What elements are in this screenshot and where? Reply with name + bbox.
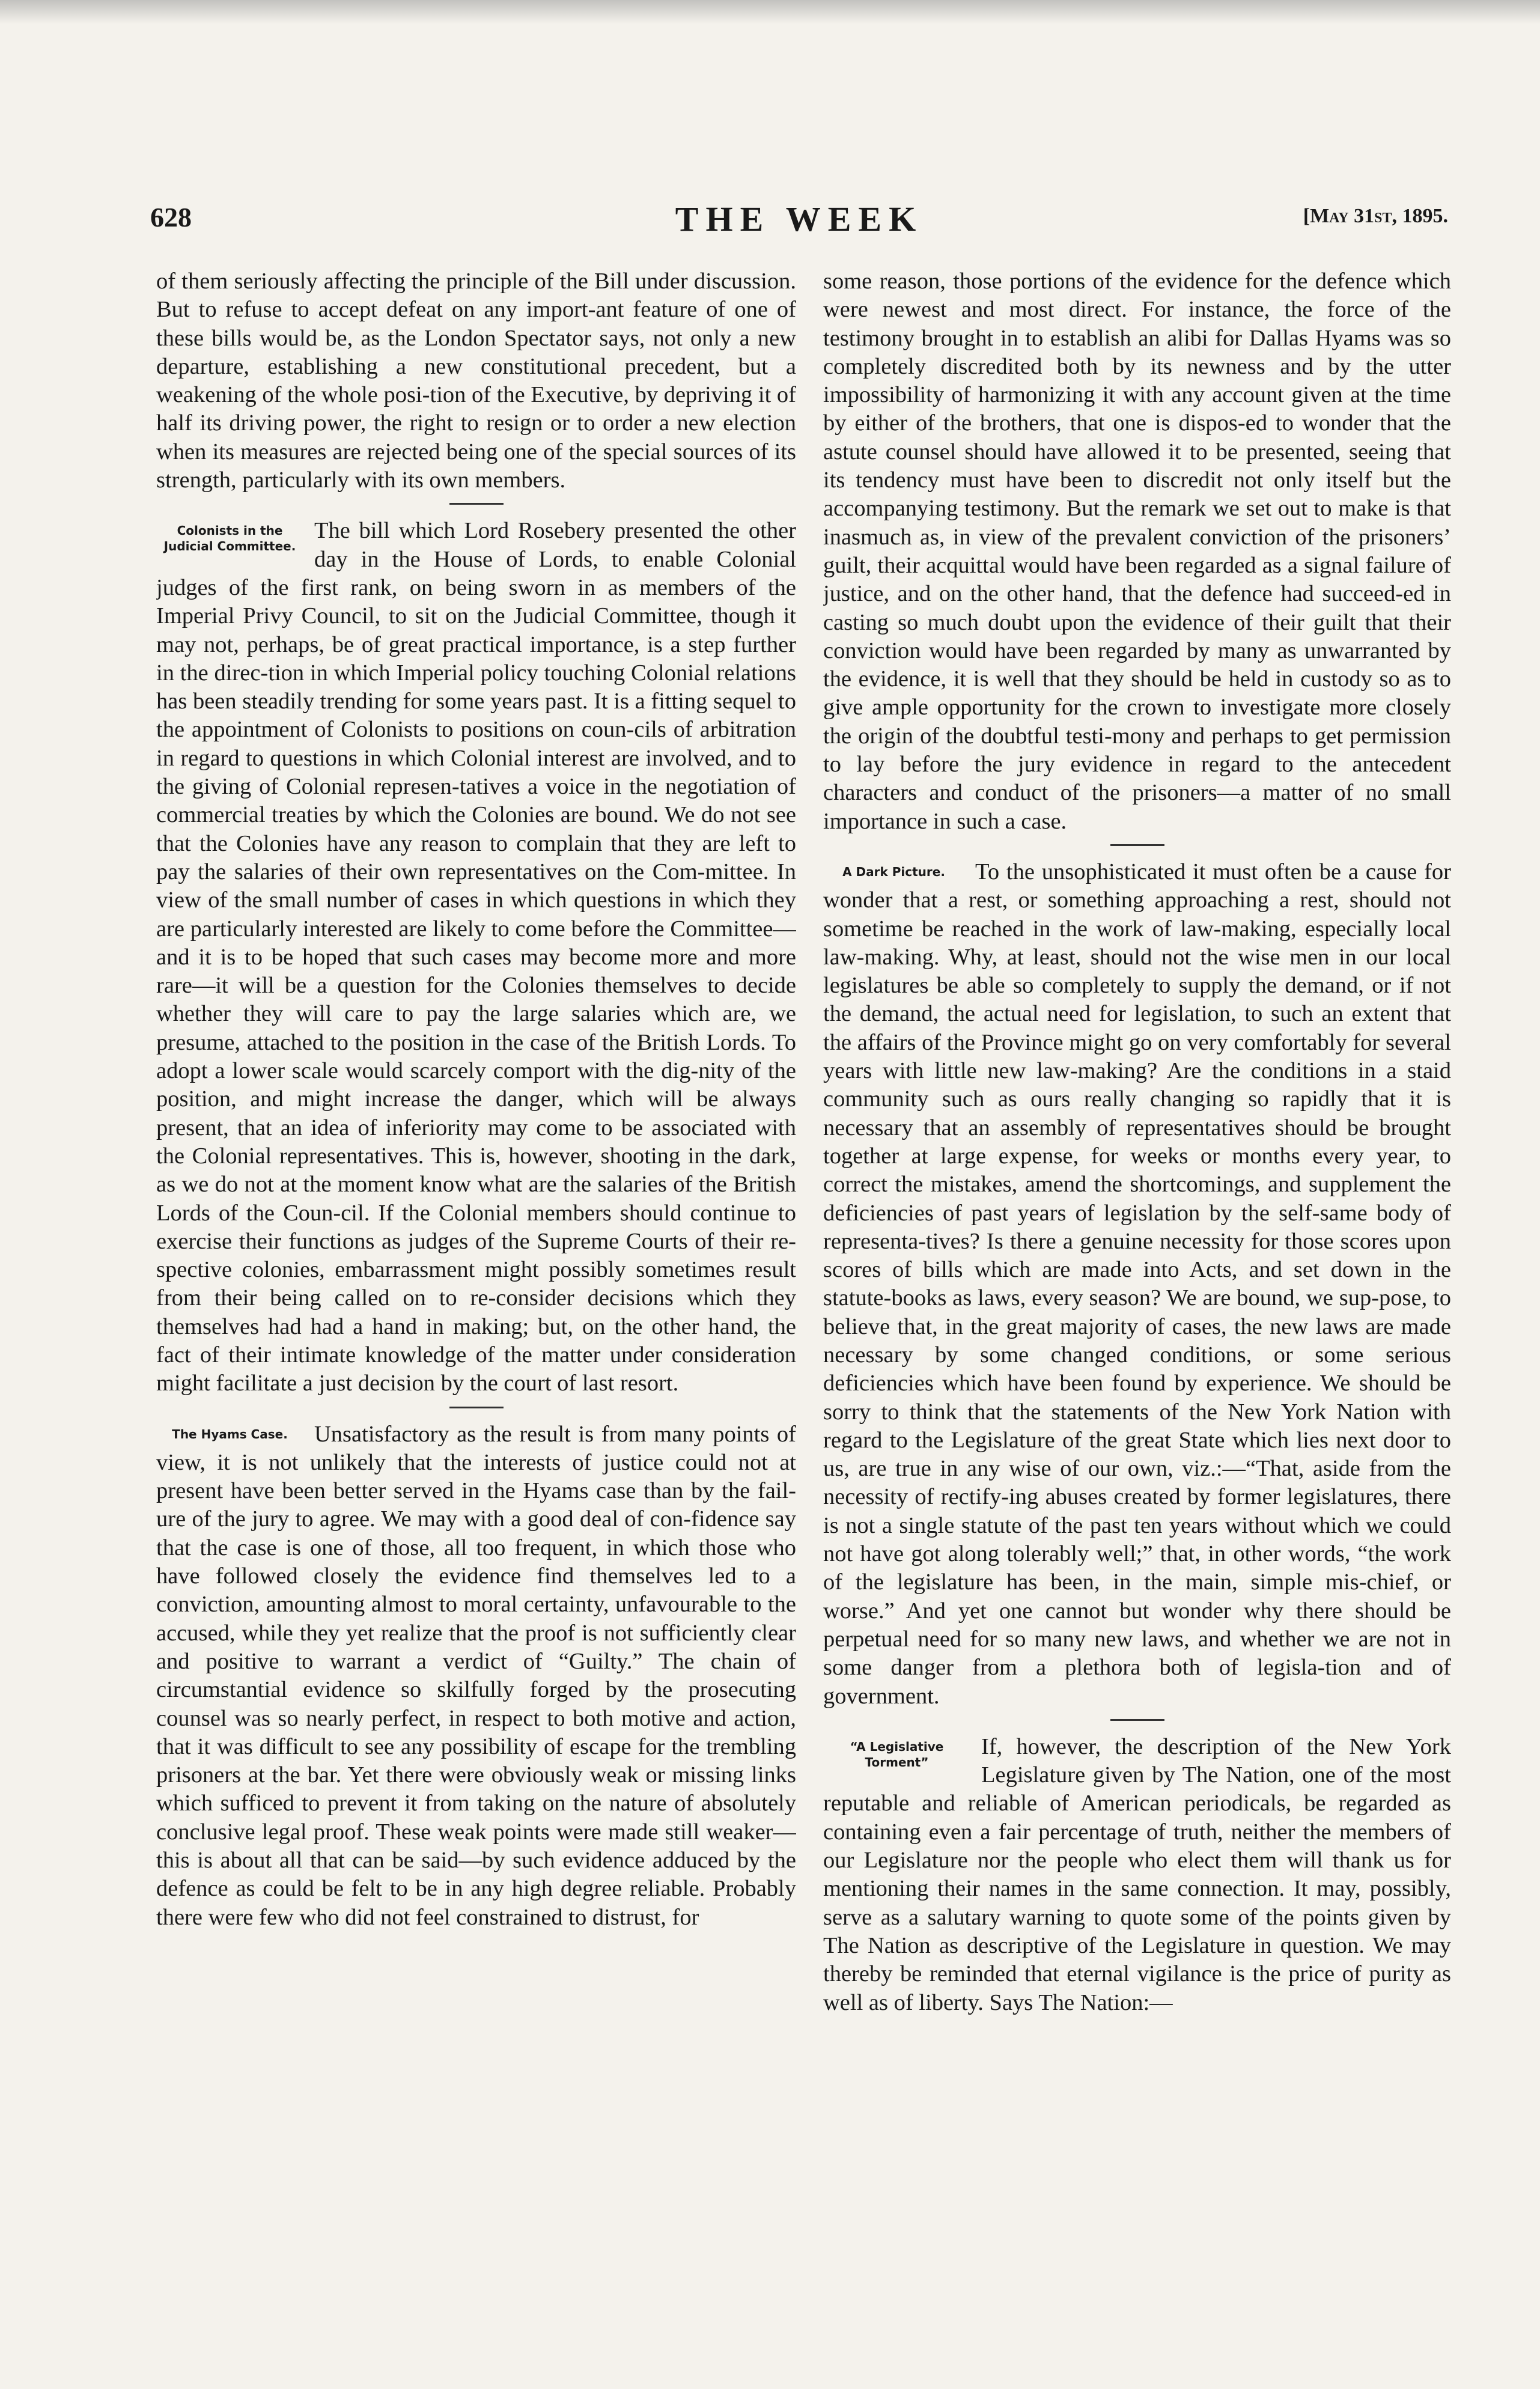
right-column [823,267,1451,2292]
page-number: 628 [150,202,192,233]
section-divider [1110,1719,1164,1721]
paragraph-dark-picture: To the unsophisticated it must often be a cause for wonder that a rest, or something approaching a rest, should not sometime be reached in the work of law-making, especially local law-making. Why, at least, should not the wise men in our local legislatures be able so completely to supply the demand, or if not the demand, the actual need for legislation, to such an extent that the affairs of the Province might go on very comfortably for several years with little new law-making? Are the conditions in a staid community such as ours really changing so rapidly that it is necessary that an assembly of representatives should be brought together at large expense, for weeks or months every year, to correct the mistakes, amend the shortcomings, and supplement the deficiencies of past years of legislation by the self-same body of representa-tives? Is there a genuine necessity for those scores upon scores of bills which are made into Acts, and set down in the statute-books as laws, every season? We are bound, we sup-pose, to believe that, in the great majority of cases, the new laws are made necessary by some changed conditions, or some serious deficiencies which have been found by experience. We should be sorry to think that the statements of the New York Nation with regard to the Legislature of the great State which lies next door to us, are true in any wise of our own, viz.:—“That, aside from the necessity of rectify-ing abuses created by former legislatures, there is not a single statute of the past ten years without which we could not have got along tolerably well;” that, in other words, “the work of the legislature has been, in the main, simple mis-chief, or worse.” And yet one cannot but wonder why there should be perpetual need for so many new laws, and whether we are not in some danger from a plethora both of legisla-tion and of government. [823,859,1451,1709]
page-header [150,201,1448,237]
sidenote-hyams-case: The Hyams Case. [172,1426,288,1441]
paragraph-colonists: The bill which Lord Rosebery presented the other day in the House of Lords, to enable Colonial judges of the first rank, on being sworn in as members of the Imperial Privy Council, to sit on the Judicial Committee, though it may not, perhaps, be of great practical importance, is a step further in the direc-tion in which Imperial policy touching Colonial relations has been steadily trending for some years past. It is a fitting sequel to the appointment of Colonists to positions on coun-cils of arbitration in regard to questions in which Colonial interest are involved, and to the giving of Colonial represen-tatives a voice in the negotiation of commercial treaties by which the Colonies are bound. We do not see that the Colonies have any reason to complain that they are left to pay the salaries of their own representatives on the Com-mittee. In view of the small number of cases in which questions in which they are particularly interested are likely to come before the Committee—and it is to be hoped that such cases may become more and more rare—it will be a question for the Colonies themselves to decide whether they will care to pay the large salaries which are, we presume, attached to the position in the case of the British Lords. To adopt a lower scale would scarcely comport with the dig-nity of the position, and might increase the danger, which will be always present, that an idea of inferiority may come to be associated with the Colonial representatives. This is, however, shooting in the dark, as we do not at the moment know what are the salaries of the British Lords of the Coun-cil. If the Colonial members should continue to exercise their functions as judges of the Supreme Courts of their re-spective colonies, embarrassment might possibly sometimes result from their being called on to re-consider decisions which they themselves had had a hand in making; but, on the other hand, the fact of their intimate knowledge of the matter under consideration might facilitate a just decision by the court of last resort. [156,518,796,1396]
issue-date: [May 31st, 1895. [1303,205,1448,227]
paragraph-hyams-continued: some reason, those portions of the evidence for the defence which were newest and most direct. For instance, the force of the testimony brought in to establish an alibi for Dallas Hyams was so completely discredited both by its newness and by the utter impossibility of harmonizing it with any account given at the time by either of the brothers, that one is dispos-ed to wonder that the astute counsel should have allowed it to be presented, seeing that its tendency must have been to discredit not only itself but the accompanying testimony. But the remark we set out to make is that inasmuch as, in view of the prevalent conviction of the prisoners’ guilt, their acquittal would have been regarded as a signal failure of justice, and on the other hand, that the defence had succeed-ed in casting so much doubt upon the evidence of their guilt that their conviction would have been regarded by many as unwarranted by the evidence, it is well that they should be held in custody so as to give ample opportunity for the crown to investigate more closely the origin of the doubtful testi-mony and perhaps to get permission to lay before the jury evidence in regard to the antecedent characters and conduct of the prisoners—a matter of no small importance in such a case. [823,269,1451,834]
paragraph-continued: of them seriously affecting the principle of the Bill under discussion. But to refuse to accept defeat on any import-ant feature of one of these bills would be, as the London Spectator says, not only a new departure, establishing a new constitutional precedent, but a weakening of the whole posi-tion of the Executive, by depriving it of half its driving power, the right to resign or to order a new election when its measures are rejected being one of the special sources of its strength, particularly with its own members. [156,269,796,493]
sidenote-dark-picture: A Dark Picture. [842,864,945,879]
scan-edge-shading [0,0,1540,24]
paragraph-hyams-case: Unsatisfactory as the result is from many points of view, it is not unlikely that the interests of justice could not at present have been better served in the Hyams case than by the fail-ure of the jury to agree. We may with a good deal of con-fidence say that the case is one of those, all too frequent, in which those who have followed closely the evidence find themselves led to a conviction, amounting almost to moral certainty, unfavourable to the accused, while they yet realize that the proof is not sufficiently clear and positive to warrant a verdict of “Guilty.” The chain of circumstantial evidence so skilfully forged by the prosecuting counsel was so nearly perfect, in respect to both motive and action, that it was difficult to see any possibility of escape for the trembling prisoners at the bar. Yet there were obviously weak or missing links which sufficed to prevent it from taking on the nature of absolutely conclusive legal proof. These weak points were made still weaker—this is about all that can be said—by such evidence adduced by the defence as could be felt to be in any high degree reliable. Probably there were few who did not feel constrained to distrust, for [156,1421,796,1930]
section-divider [1110,844,1164,846]
section-divider [449,503,504,505]
sidenote-legislative-torment: “A Legislative Torment” [850,1739,944,1770]
section-divider [449,1407,504,1408]
sidenote-colonists: Colonists in the Judicial Committee. [163,523,296,554]
left-column [156,267,796,2292]
paragraph-legislative-torment: If, however, the description of the New York Legislature given by The Nation, one of the most reputable and reliable of American periodicals, be regarded as containing even a fair percentage of truth, neither the members of our Legislature nor the people who elect them will thank us for mentioning their names in the same connection. It may, possibly, serve as a salutary warning to quote some of the points given by The Nation as descriptive of the Legislature in question. We may thereby be reminded that eternal vigilance is the price of purity as well as of liberty. Says The Nation:— [823,1733,1451,2015]
masthead-title: THE WEEK [675,199,924,239]
